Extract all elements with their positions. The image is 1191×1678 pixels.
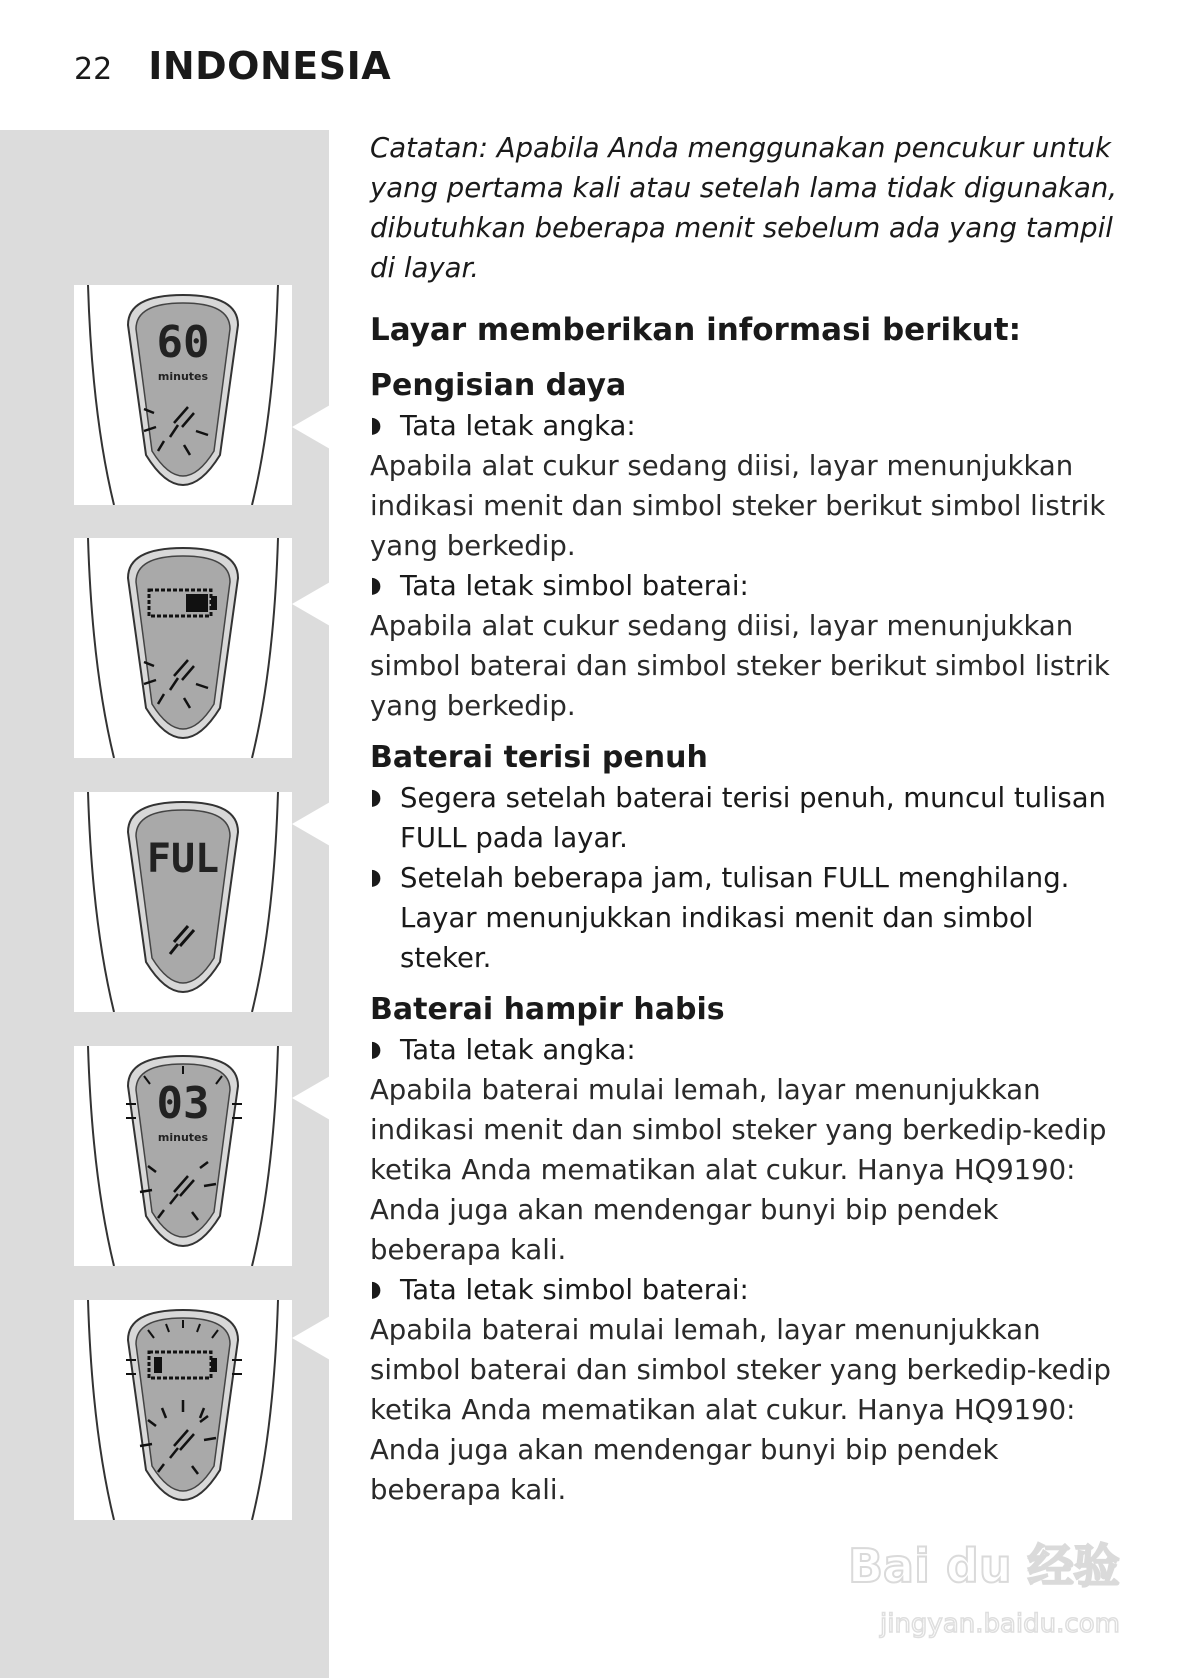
full-title: Baterai terisi penuh bbox=[370, 740, 708, 775]
page-title: INDONESIA bbox=[148, 44, 392, 88]
figure-full bbox=[74, 792, 292, 1012]
bullet-icon: ◗ bbox=[370, 573, 382, 598]
display-full-text: FUL bbox=[146, 836, 220, 882]
pointer-arrow bbox=[292, 1076, 330, 1120]
low-bullet-1 bbox=[370, 1030, 1130, 1070]
figure-low-battery bbox=[74, 1300, 292, 1520]
baidu-watermark-logo bbox=[840, 1520, 1140, 1650]
charging-bullet-2 bbox=[370, 566, 1130, 606]
bullet-label: Tata letak simbol baterai: bbox=[400, 1274, 749, 1306]
pointer-arrow bbox=[292, 1316, 330, 1360]
bullet-label: Tata letak angka: bbox=[400, 410, 636, 442]
low-bullet-2 bbox=[370, 1270, 1130, 1310]
low-title: Baterai hampir habis bbox=[370, 992, 725, 1027]
note-text: Catatan: Apabila Anda menggunakan pencukur untuk yang pertama kali atau setelah lama tidak digunakan, dibutuhkan beberapa menit sebelum ada yang tampil di layar. bbox=[370, 132, 1117, 284]
pointer-arrow bbox=[292, 582, 330, 626]
charging-title: Pengisian daya bbox=[370, 368, 627, 403]
low-text-2: Apabila baterai mulai lemah, layar menunjukkan simbol baterai dan simbol steker yang berkedip-kedip ketika Anda mematikan alat cukur. Hanya HQ9190: Anda juga akan mendengar bunyi bip pendek beberapa kali. bbox=[370, 1314, 1111, 1506]
display-digits: 60 bbox=[156, 317, 210, 368]
charging-text-1: Apabila alat cukur sedang diisi, layar menunjukkan indikasi menit dan simbol steker berikut simbol listrik yang berkedip. bbox=[370, 450, 1106, 562]
bullet-text: Segera setelah baterai terisi penuh, muncul tulisan FULL pada layar. bbox=[400, 782, 1106, 854]
bullet-icon: ◗ bbox=[370, 785, 382, 810]
pointer-arrow bbox=[292, 802, 330, 846]
main-content bbox=[370, 128, 1130, 1510]
bullet-label: Tata letak simbol baterai: bbox=[400, 570, 749, 602]
section-title: Layar memberikan informasi berikut: bbox=[370, 312, 1021, 348]
page-header bbox=[74, 44, 391, 94]
figure-charging-numeric bbox=[74, 285, 292, 505]
charging-text-2: Apabila alat cukur sedang diisi, layar menunjukkan simbol baterai dan simbol steker berikut simbol listrik yang berkedip. bbox=[370, 610, 1110, 722]
bullet-label: Tata letak angka: bbox=[400, 1034, 636, 1066]
figure-charging-battery bbox=[74, 538, 292, 758]
bullet-text: Setelah beberapa jam, tulisan FULL menghilang. Layar menunjukkan indikasi menit dan simbol steker. bbox=[400, 862, 1070, 974]
watermark-url: jingyan.baidu.com bbox=[880, 1609, 1120, 1639]
pointer-arrow bbox=[292, 405, 330, 449]
bullet-icon: ◗ bbox=[370, 413, 382, 438]
bullet-icon: ◗ bbox=[370, 1277, 382, 1302]
bullet-icon: ◗ bbox=[370, 1037, 382, 1062]
low-text-1: Apabila baterai mulai lemah, layar menunjukkan indikasi menit dan simbol steker yang berkedip-kedip ketika Anda mematikan alat cukur. Hanya HQ9190: Anda juga akan mendengar bunyi bip pendek beberapa kali. bbox=[370, 1074, 1107, 1266]
page-number: 22 bbox=[74, 52, 113, 87]
display-minutes-label: minutes bbox=[157, 370, 209, 383]
full-bullet-1 bbox=[370, 778, 1130, 858]
display-digits: 03 bbox=[156, 1078, 210, 1129]
full-bullet-2 bbox=[370, 858, 1130, 978]
display-minutes-label: minutes bbox=[157, 1131, 209, 1144]
watermark-brand: Bai du 经验 bbox=[848, 1539, 1120, 1593]
charging-bullet-1 bbox=[370, 406, 1130, 446]
bullet-icon: ◗ bbox=[370, 865, 382, 890]
figure-low-numeric bbox=[74, 1046, 292, 1266]
